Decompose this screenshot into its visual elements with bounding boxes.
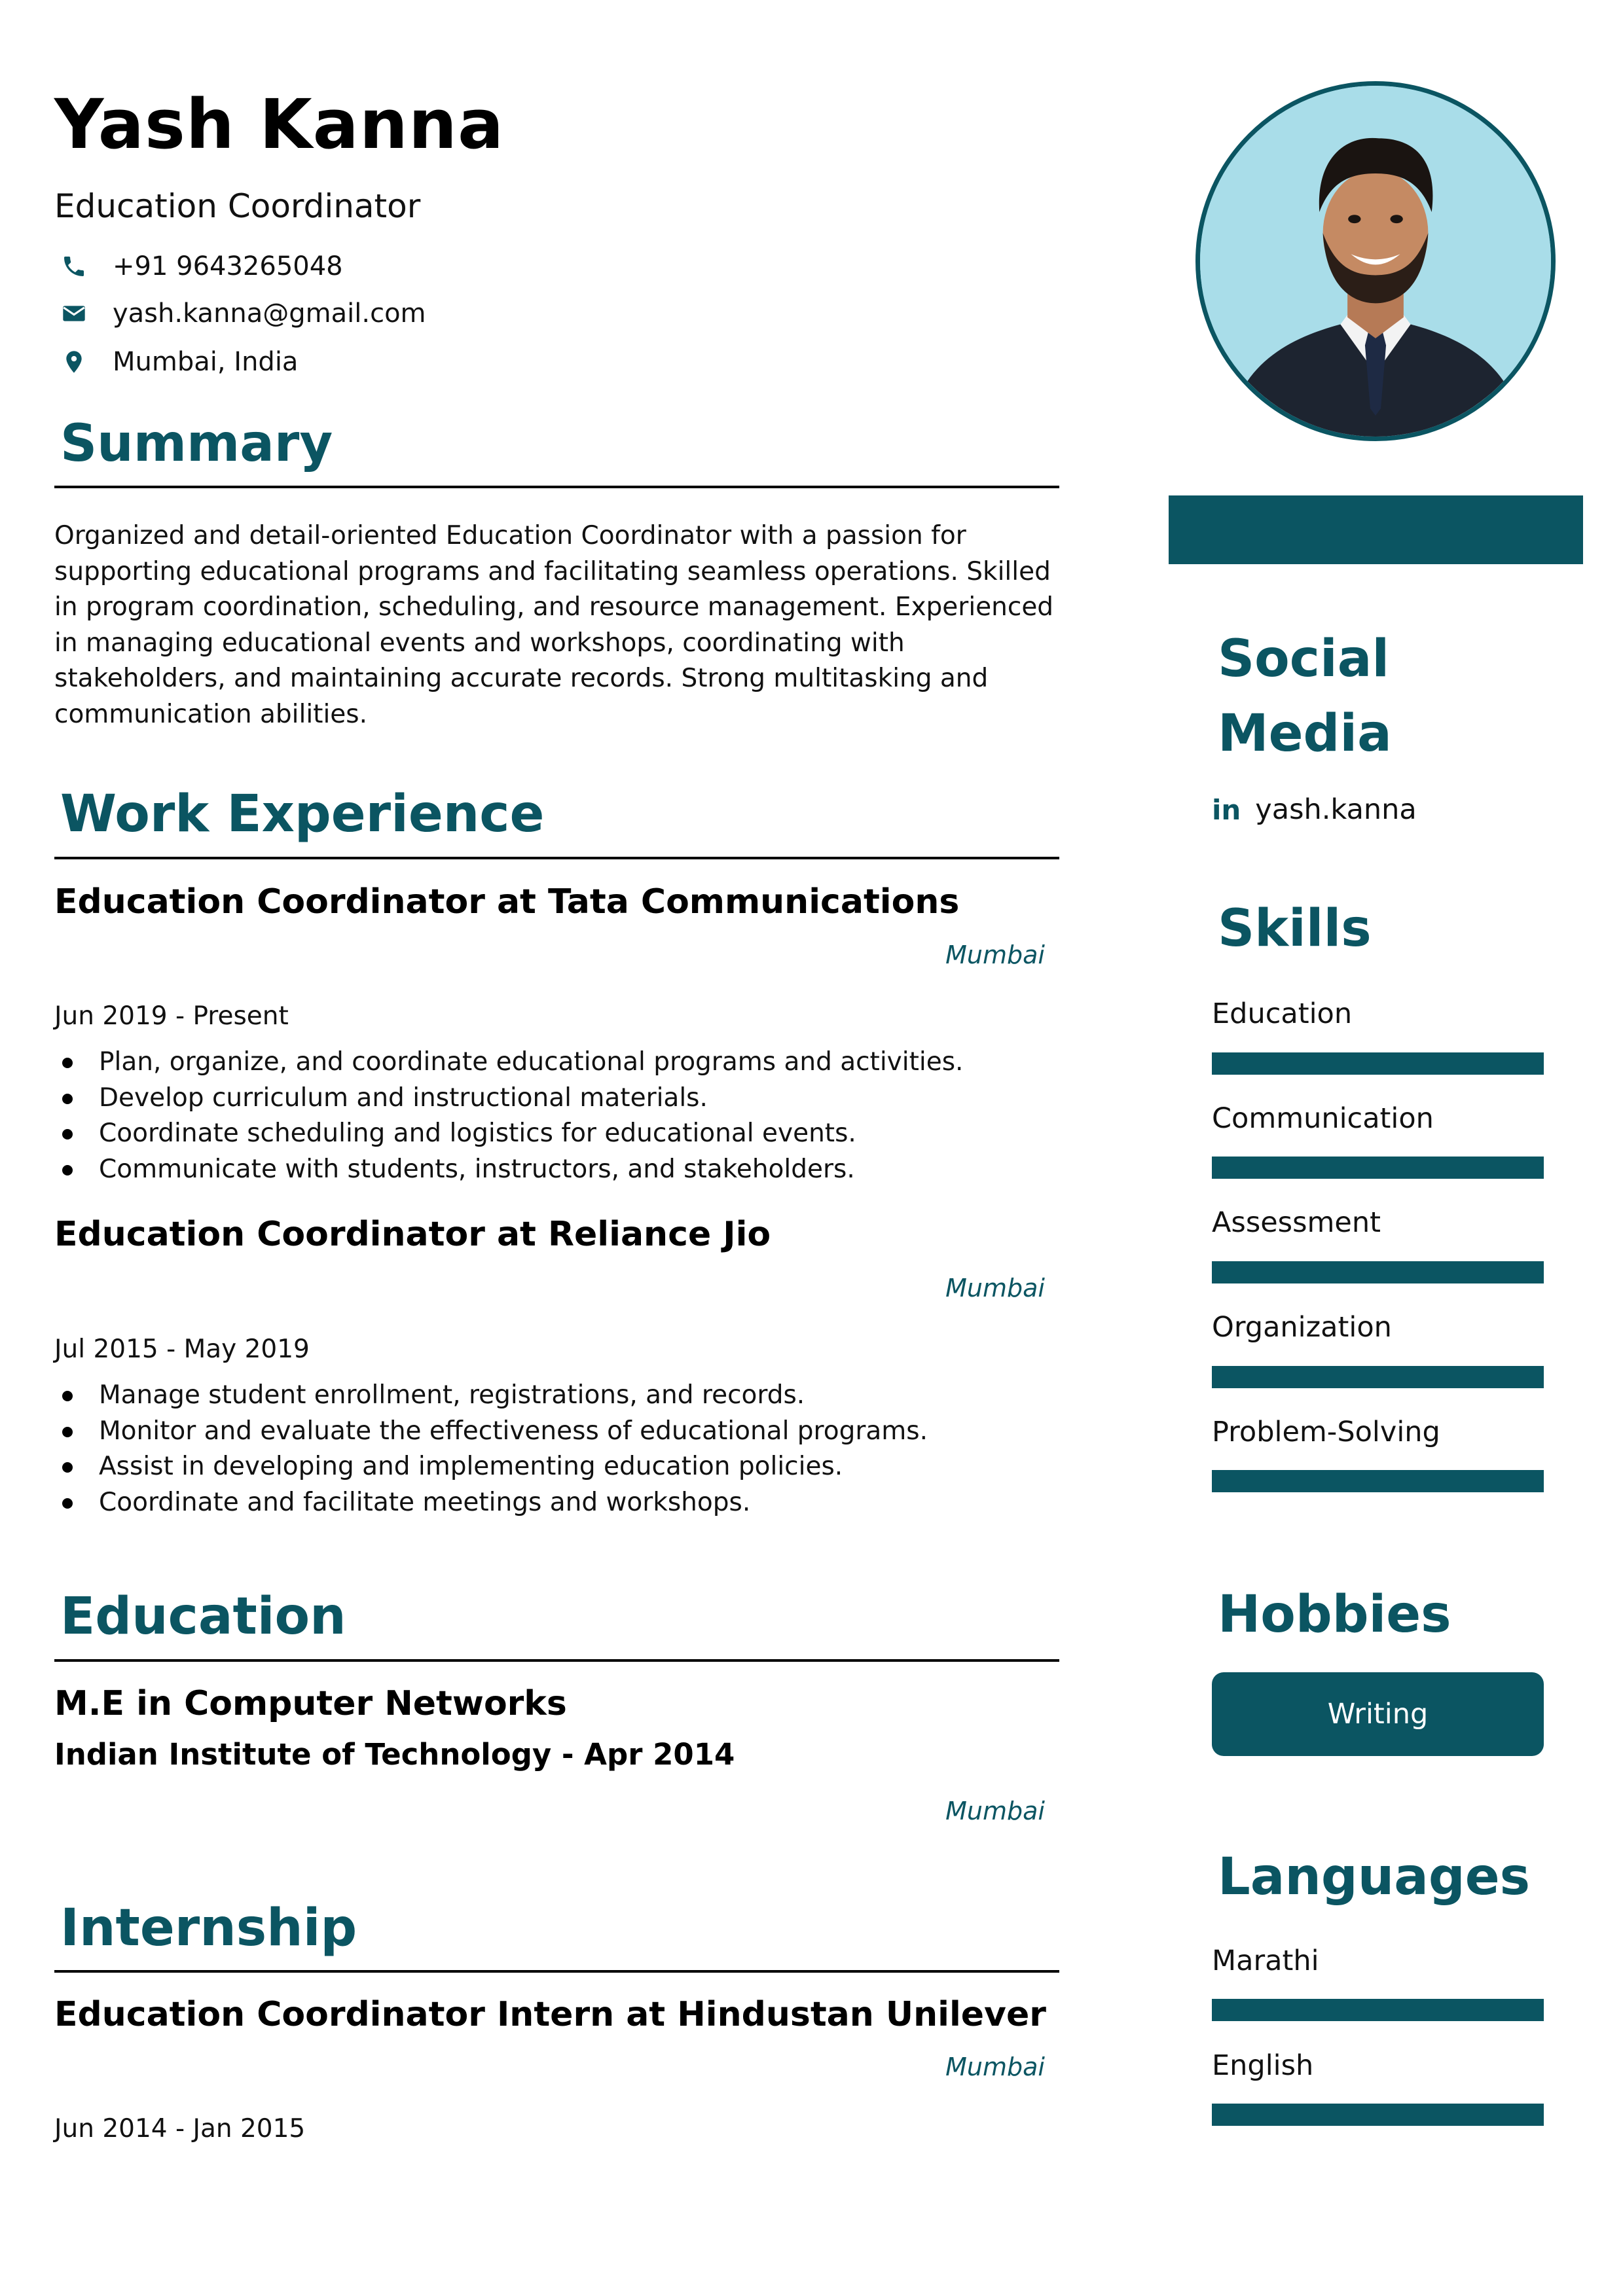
- skill-bar: [1212, 1366, 1544, 1388]
- language-label: English: [1212, 2049, 1314, 2082]
- contact-phone: [59, 251, 343, 282]
- skill-label: Education: [1212, 997, 1353, 1030]
- location-text: Mumbai, India: [113, 347, 299, 377]
- list-item: Assist in developing and implementing education policies.: [54, 1449, 928, 1485]
- languages-heading: Languages: [1218, 1848, 1531, 1907]
- education-school: Indian Institute of Technology - Apr 2014: [54, 1737, 735, 1772]
- contact-email: [59, 298, 426, 329]
- email-icon: [59, 298, 89, 329]
- internship-heading: Internship: [60, 1899, 357, 1958]
- email-text: yash.kanna@gmail.com: [113, 298, 426, 329]
- social-heading-line2: Media: [1218, 704, 1392, 763]
- language-label: Marathi: [1212, 1945, 1319, 1977]
- hobbies-heading: Hobbies: [1218, 1585, 1451, 1644]
- list-item: Communicate with students, instructors, and stakeholders.: [54, 1152, 963, 1188]
- job-2-title: Education Coordinator at Reliance Jio: [54, 1215, 771, 1254]
- summary-divider: [54, 486, 1059, 488]
- skill-bar: [1212, 1261, 1544, 1283]
- job-1-location: Mumbai: [945, 941, 1045, 969]
- list-item: Coordinate scheduling and logistics for educational events.: [54, 1116, 963, 1152]
- internship-divider: [54, 1970, 1059, 1973]
- summary-heading: Summary: [60, 414, 333, 473]
- job-2-location: Mumbai: [945, 1274, 1045, 1302]
- social-heading-line1: Social: [1218, 630, 1390, 689]
- experience-divider: [54, 857, 1059, 859]
- phone-icon: [59, 251, 89, 281]
- job-1-title: Education Coordinator at Tata Communications: [54, 882, 960, 922]
- skill-label: Communication: [1212, 1102, 1434, 1135]
- list-item: Monitor and evaluate the effectiveness of educational programs.: [54, 1414, 928, 1450]
- list-item: Coordinate and facilitate meetings and workshops.: [54, 1485, 928, 1521]
- job-1-dates: Jun 2019 - Present: [54, 1001, 289, 1031]
- candidate-name: Yash Kanna: [54, 84, 505, 164]
- skill-bar: [1212, 1470, 1544, 1492]
- experience-heading: Work Experience: [60, 785, 545, 844]
- skill-bar: [1212, 1052, 1544, 1075]
- education-degree: M.E in Computer Networks: [54, 1684, 567, 1723]
- linkedin-link[interactable]: [1212, 793, 1417, 827]
- hobby-chip: Writing: [1212, 1672, 1544, 1756]
- internship-title: Education Coordinator Intern at Hindustan Unilever: [54, 1995, 1046, 2034]
- internship-dates: Jun 2014 - Jan 2015: [54, 2114, 306, 2144]
- list-item: Manage student enrollment, registrations, and records.: [54, 1378, 928, 1414]
- job-2-dates: Jul 2015 - May 2019: [54, 1335, 310, 1364]
- education-location: Mumbai: [945, 1797, 1045, 1825]
- profile-photo: [1195, 81, 1556, 441]
- list-item: Plan, organize, and coordinate educational programs and activities.: [54, 1045, 963, 1081]
- location-pin-icon: [59, 347, 89, 377]
- internship-location: Mumbai: [945, 2053, 1045, 2081]
- skill-bar: [1212, 1157, 1544, 1179]
- language-bar: [1212, 2104, 1544, 2126]
- list-item: Develop curriculum and instructional materials.: [54, 1081, 963, 1117]
- skill-label: Problem-Solving: [1212, 1416, 1440, 1448]
- skill-label: Assessment: [1212, 1206, 1381, 1239]
- job-1-bullets: [54, 1045, 963, 1187]
- linkedin-icon: in: [1212, 793, 1241, 826]
- linkedin-handle: yash.kanna: [1255, 793, 1417, 826]
- job-2-bullets: [54, 1378, 928, 1520]
- sidebar-accent-band: [1169, 495, 1583, 564]
- skills-heading: Skills: [1218, 899, 1372, 958]
- skill-label: Organization: [1212, 1311, 1392, 1344]
- language-bar: [1212, 1999, 1544, 2021]
- education-divider: [54, 1659, 1059, 1662]
- job-title-headline: Education Coordinator: [54, 187, 421, 225]
- phone-text: +91 9643265048: [113, 251, 343, 281]
- contact-location: [59, 346, 298, 378]
- education-heading: Education: [60, 1587, 346, 1646]
- summary-text: Organized and detail-oriented Education Coordinator with a passion for supporting educational programs and facilitating seamless operations. Skilled in program coordination, scheduling, and resource management. Experienced in managing educational events and workshops, coordinating with stakeholders, and maintaining accurate records. Strong multitasking and communication abilities.: [54, 521, 1054, 729]
